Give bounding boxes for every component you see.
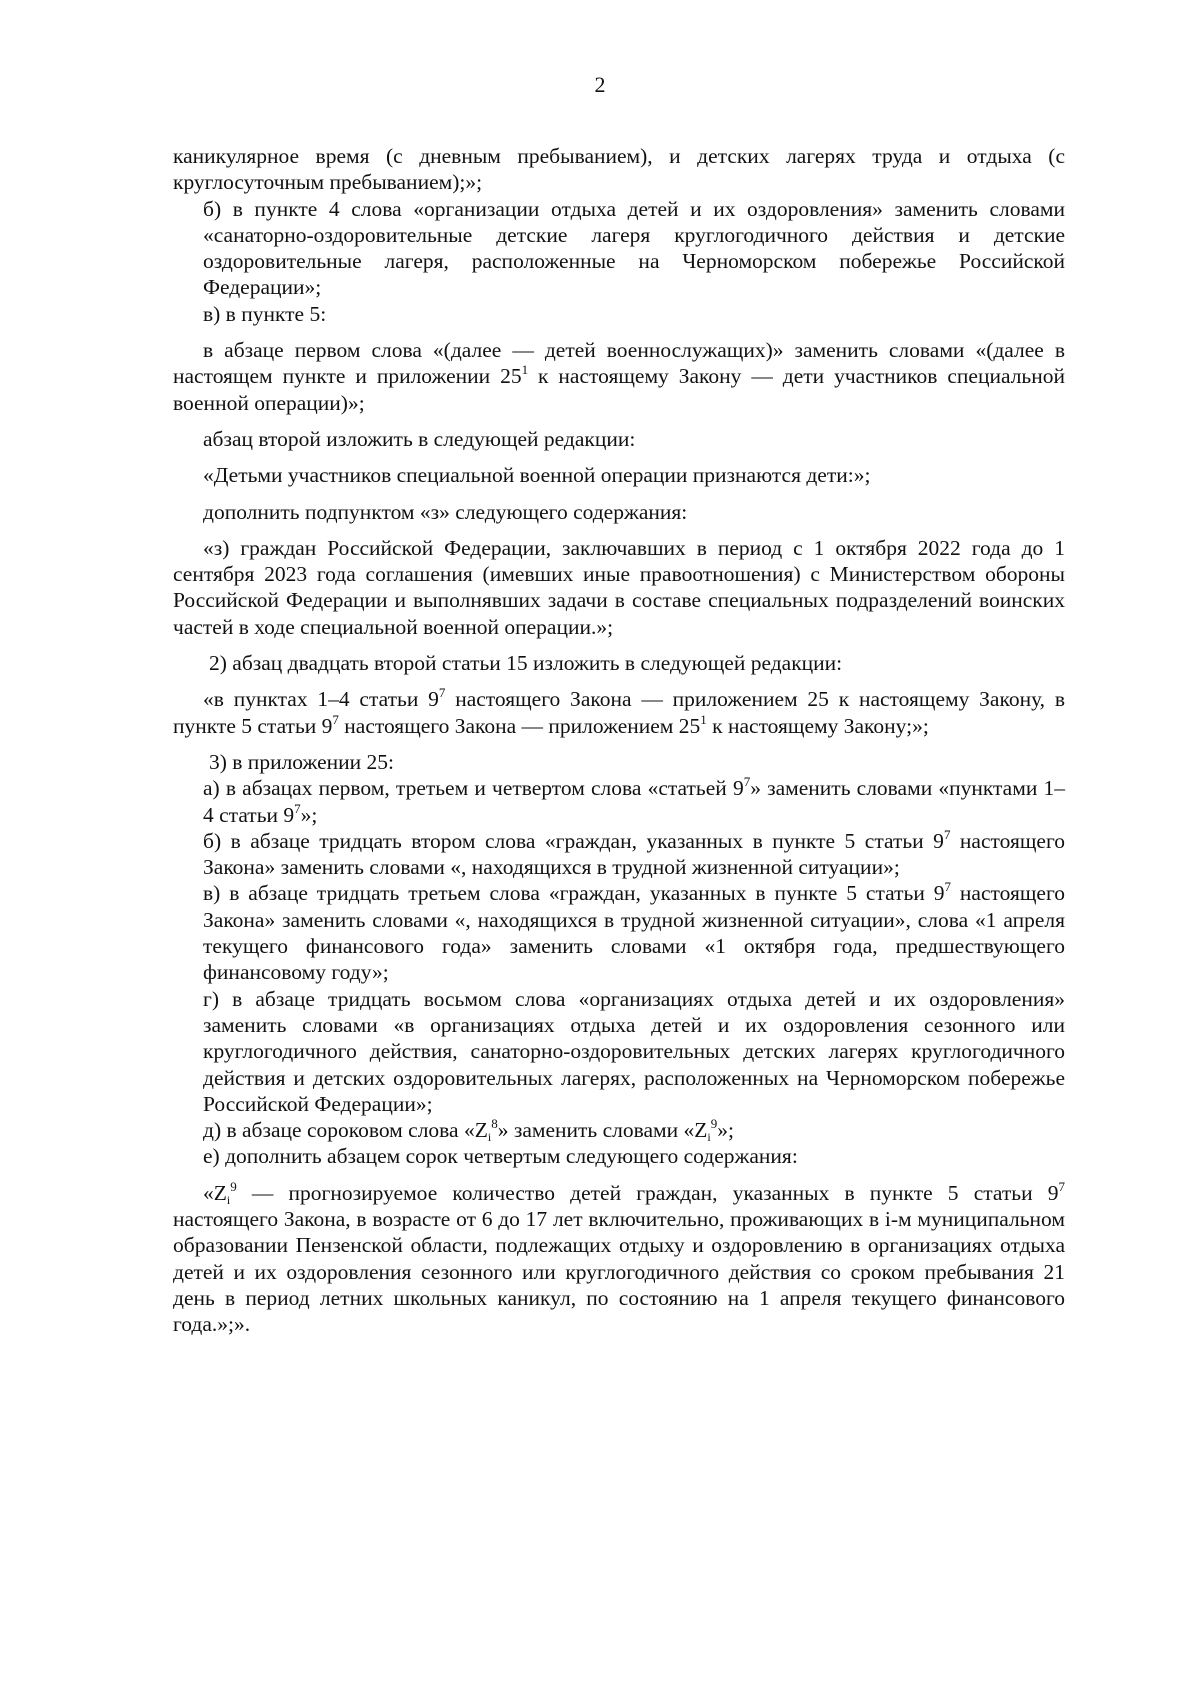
paragraph-item-g: г) в абзаце тридцать восьмом слова «организациях отдыха детей и их оздоровления» заменить словами «в организациях отдыха детей и их оздоровления сезонного или круглогодичного действия, санаторно-оздоровительных детских лагерях круглогодичного действия и детских оздоровительных лагерях, расположенных на Черноморском побережье Российской Федерации»; [203, 986, 1065, 1116]
paragraph-item-2: 2) абзац двадцать второй статьи 15 изложить в следующей редакции: [209, 651, 843, 676]
paragraph-item-a: а) в абзацах первом, третьем и четвертом слова «статьей $9^7$» заменить словами «пунктами 1–4 статьи $9^7$»; [203, 774, 1065, 827]
paragraph-item-e: е) дополнить абзацем сорок четвертым следующего содержания: [203, 1144, 798, 1169]
paragraph-item-d: д) в абзаце сороковом слова «$Z_i^8$» заменить словами «$Z_i^9$»; [203, 1116, 734, 1145]
paragraph-definition: «Детьми участников специальной военной операции признаются дети:»; [203, 463, 871, 488]
paragraph-second-abzac: абзац второй изложить в следующей редакции: [203, 426, 636, 451]
paragraph-subpoint-z: «з) граждан Российской Федерации, заключавших в период с 1 октября 2022 года до 1 сентября 2023 года соглашения (имевших иные правоотношения) с Министерством обороны Российской Федерации и выполнявших задачи в составе специальных подразделений воинских частей в ходе специальной военной операции.»; [173, 535, 1065, 639]
paragraph-first-abzac: в абзаце первом слова «(далее — детей военнослужащих)» заменить словами «(далее в настоящем пункте и приложении $25^1$ к настоящему Закону — дети участников специальной военной операции)»; [173, 338, 1065, 415]
paragraph-item-3: 3) в приложении 25: [209, 749, 394, 774]
paragraph-item-b: б) в абзаце тридцать втором слова «граждан, указанных в пункте 5 статьи $9^7$ настоящего Закона» заменить словами «, находящихся в трудной жизненной ситуации»; [203, 826, 1065, 880]
document-body [173, 143, 1065, 1337]
paragraph-1: каникулярное время (с дневным пребыванием), и детских лагерях труда и отдыха (с круглосуточным пребыванием);»; [173, 144, 1065, 195]
paragraph-zi9-definition: «$Z_i^9$ — прогнозируемое количество детей граждан, указанных в пункте 5 статьи $9^7$ настоящего Закона, в возрасте от 6 до 17 лет включительно, проживающих в i-м муниципальном образовании Пензенской области, подлежащих отдыху и оздоровлению в организациях отдыха детей и их оздоровления сезонного или круглогодичного действия со сроком пребывания 21 день в период летних школьных каникул, по состоянию на 1 апреля текущего финансового года.»;». [173, 1178, 1065, 1337]
paragraph-item-v-point-5: в) в пункте 5: [203, 301, 327, 326]
paragraph-item-b-point-4: б) в пункте 4 слова «организации отдыха детей и их оздоровления» заменить словами «санаторно-оздоровительные детские лагеря круглогодичного действия и детские оздоровительные лагеря, расположенные на Черноморском побережье Российской Федерации»; [203, 196, 1065, 300]
page-number: 2 [594, 72, 606, 97]
paragraph-add-subpoint: дополнить подпунктом «з» следующего содержания: [203, 499, 688, 524]
paragraph-article-15-text: «в пунктах 1–4 статьи $9^7$ настоящего Закона — приложением 25 к настоящему Закону, в пункте 5 статьи $9^7$ настоящего Закона — приложением $25^1$ к настоящему Закону;»; [173, 685, 1066, 738]
paragraph-item-v: в) в абзаце тридцать третьем слова «граждан, указанных в пункте 5 статьи $9^7$ настоящего Закона» заменить словами «, находящихся в трудной жизненной ситуации», слова «1 апреля текущего финансового года» заменить словами «1 октября года, предшествующего финансовому году»; [203, 879, 1065, 985]
